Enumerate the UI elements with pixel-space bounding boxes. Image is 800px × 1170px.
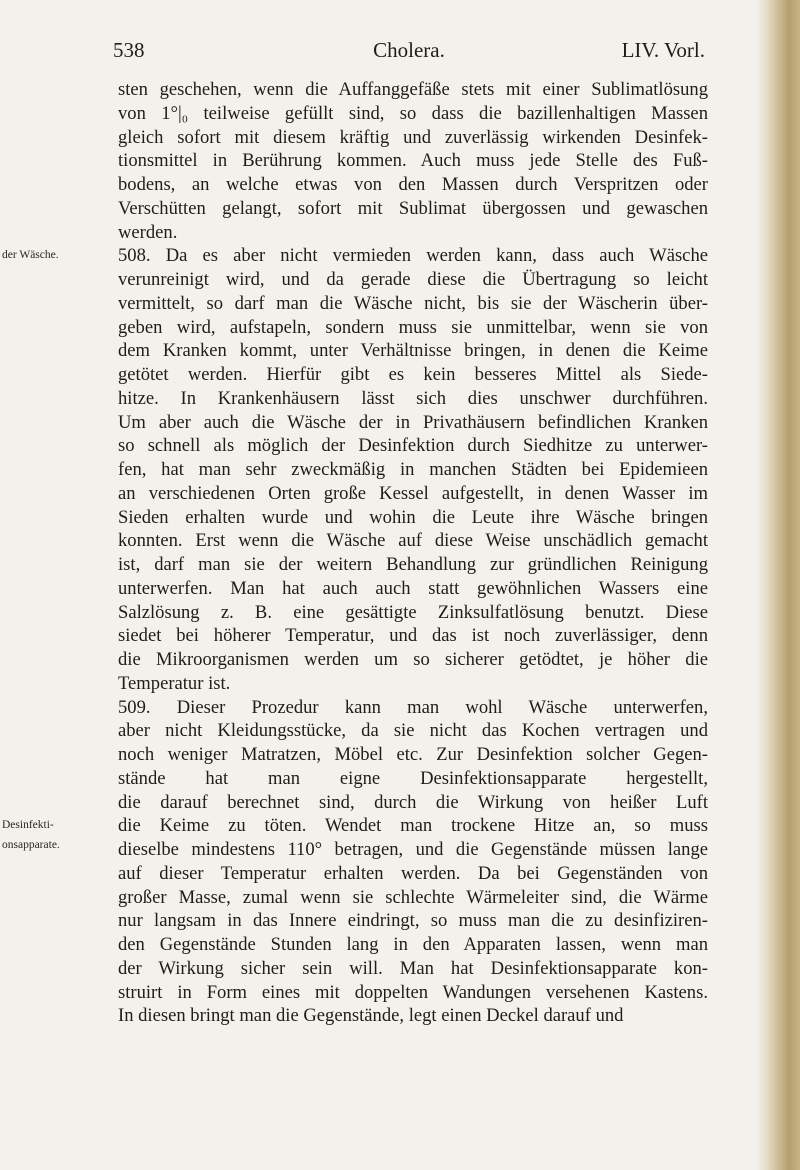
text-line: struirt in Form eines mit doppelten Wandungen versehenen Kastens. — [118, 981, 708, 1003]
text-line: Salzlösung z. B. eine gesättigte Zinksulfatlösung benutzt. Diese — [118, 601, 708, 623]
text-line: die Keime zu töten. Wendet man trockene Hitze an, so muss — [118, 815, 708, 837]
running-header — [113, 34, 705, 64]
text-line: bodens, an welche etwas von den Massen durch Verspritzen oder — [118, 174, 708, 195]
margin-note-text: Desinfekti- — [2, 819, 54, 831]
text-line: sten geschehen, wenn die Auffanggefäße stets mit einer Sublimatlösung — [118, 79, 708, 100]
text-line: noch weniger Matratzen, Möbel etc. Zur Desinfektion solcher Gegen- — [118, 744, 708, 765]
text-line: den Gegenstände Stunden lang in den Apparaten lassen, wenn man — [118, 934, 708, 955]
margin-note-desinfektion — [2, 815, 110, 855]
text-line: Temperatur ist. — [118, 672, 231, 694]
text-line: fen, hat man sehr zweckmäßig in manchen Städten bei Epidemieen — [118, 459, 708, 480]
page-number: 538 — [113, 38, 145, 62]
text-line: tionsmittel in Berührung kommen. Auch muss jede Stelle des Fuß- — [118, 150, 708, 172]
text-line: konnten. Erst wenn die Wäsche auf diese Weise unschädlich gemacht — [118, 530, 708, 552]
text-line: gleich sofort mit diesem kräftig und zuverlässig wirkenden Desinfek- — [118, 126, 708, 148]
text-line: Um aber auch die Wäsche der in Privathäusern befindlichen Kranken — [118, 411, 708, 433]
text-line: verunreinigt wird, und da gerade diese die Übertragung so leicht — [118, 269, 708, 290]
text-line: so schnell als möglich der Desinfektion durch Siedhitze zu unterwer- — [118, 435, 708, 457]
margin-note-text: der Wäsche. — [2, 249, 59, 261]
text-line: Sieden erhalten wurde und wohin die Leute ihre Wäsche bringen — [118, 506, 708, 528]
page-edge — [756, 0, 800, 1170]
text-line: die darauf berechnet sind, durch die Wirkung von heißer Luft — [118, 791, 708, 813]
text-line: dem Kranken kommt, unter Verhältnisse bringen, in denen die Keime — [118, 340, 708, 362]
section-label: LIV. Vorl. — [621, 38, 705, 62]
text-line: stände hat man eigne Desinfektionsapparate hergestellt, — [118, 767, 708, 789]
text-line: hitze. In Krankenhäusern lässt sich dies unschwer durchführen. — [118, 387, 708, 409]
text-line: Verschütten gelangt, sofort mit Sublimat übergossen und gewaschen — [118, 197, 708, 219]
text-line: großer Masse, zumal wenn sie schlechte Wärmeleiter sind, die Wärme — [118, 886, 708, 908]
text-line: von 1°|₀ teilweise gefüllt sind, so dass die bazillenhaltigen Massen — [118, 102, 708, 124]
text-line: aber nicht Kleidungsstücke, da sie nicht das Kochen vertragen und — [118, 720, 708, 742]
text-line: der Wirkung sicher sein will. Man hat Desinfektionsapparate kon- — [118, 957, 708, 979]
text-line: dieselbe mindestens 110° betragen, und die Gegenstände müssen lange — [118, 839, 708, 860]
margin-note-waesche — [2, 245, 110, 265]
text-line: getötet werden. Hierfür gibt es kein besseres Mittel als Siede- — [118, 364, 708, 385]
text-line: vermittelt, so darf man die Wäsche nicht, bis sie der Wäscherin über- — [118, 292, 708, 314]
text-line: an verschiedenen Orten große Kessel aufgestellt, in denen Wasser im — [118, 482, 708, 504]
running-title: Cholera. — [373, 38, 445, 62]
text-line: ist, darf man sie der weitern Behandlung zur gründlichen Reinigung — [118, 554, 708, 575]
text-line: In diesen bringt man die Gegenstände, legt einen Deckel darauf und — [118, 1005, 624, 1027]
text-line: werden. — [118, 221, 178, 243]
body-text — [118, 78, 708, 1028]
text-line: 509. Dieser Prozedur kann man wohl Wäsche unterwerfen, — [118, 696, 708, 718]
margin-note-text: onsapparate. — [2, 839, 60, 851]
text-line: unterwerfen. Man hat auch auch statt gewöhnlichen Wassers eine — [118, 577, 708, 599]
text-line: auf dieser Temperatur erhalten werden. Da bei Gegenständen von — [118, 862, 708, 884]
text-line: nur langsam in das Innere eindringt, so muss man die zu desinfiziren- — [118, 910, 708, 932]
text-line: 508. Da es aber nicht vermieden werden kann, dass auch Wäsche — [118, 245, 708, 267]
text-line: siedet bei höherer Temperatur, und das ist noch zuverlässiger, denn — [118, 625, 708, 647]
text-line: geben wird, aufstapeln, sondern muss sie unmittelbar, wenn sie von — [118, 316, 708, 338]
text-line: die Mikroorganismen werden um so sicherer getödtet, je höher die — [118, 649, 708, 670]
